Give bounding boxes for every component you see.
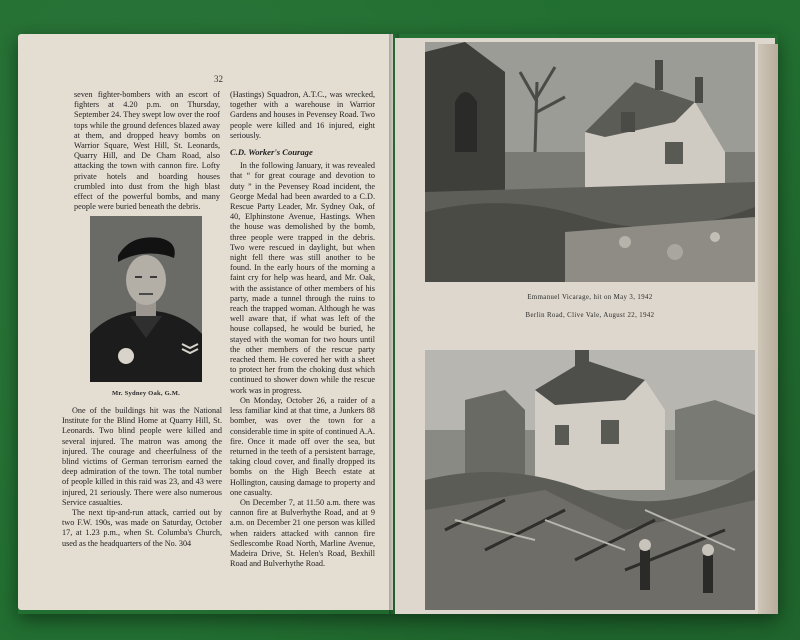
paragraph: On Monday, October 26, a raider of a less familiar kind at that time, a Junkers 88 bomber, was over the town for a considerable time in spite of continued A.A. fire. Once it made off over the sea, but returned in the teeth of a persistent barrage, taking cloud cover, and finally dropped its bombs on the High Beech estate at Hollington, causing damage to property and one casualty. xyxy=(230,395,375,497)
right-column-text xyxy=(230,90,375,569)
paragraph: (Hastings) Squadron, A.T.C., was wrecked, together with a warehouse in Warrior Gardens and houses in Pevensey Road. Two people were killed and 16 injured, eight seriously. xyxy=(230,90,375,140)
left-page xyxy=(18,34,393,610)
page-edges xyxy=(758,44,778,614)
open-booklet xyxy=(18,34,778,614)
section-heading: C.D. Worker's Courage xyxy=(230,147,313,158)
bomb-damage-photo-vicarage xyxy=(425,42,755,282)
photo-caption-berlin-road: Berlin Road, Clive Vale, August 22, 1942 xyxy=(525,312,655,319)
right-page xyxy=(395,38,775,614)
left-column-top-text xyxy=(74,90,220,212)
berlin-road-ruins-illustration xyxy=(425,350,755,610)
left-column-bottom-text xyxy=(62,406,222,549)
paragraph: The next tip-and-run attack, carried out by two F.W. 190s, was made on Saturday, October 17, at 1.23 p.m., when St. Columba's Church, used as the headquarters of the No. 304 xyxy=(62,508,222,548)
paragraph: One of the buildings hit was the National Institute for the Blind Home at Quarry Hill, St. Leonards. Two blind people were killed and several injured. The matron was among the injured. The courage and cheerfulness of the blind victims of German terrorism earned the deep admiration of the town. The total number of people killed in this raid was 23, and 43 were injured, 21 seriously. There were also numerous Service casualties. xyxy=(62,406,222,507)
portrait-photo xyxy=(90,216,202,382)
bomb-damage-photo-berlin-road xyxy=(425,350,755,610)
portrait-caption: Mr. Sydney Oak, G.M. xyxy=(111,390,181,397)
page-number: 32 xyxy=(214,74,223,84)
photo-caption-vicarage: Emmanuel Vicarage, hit on May 3, 1942 xyxy=(527,294,653,301)
paragraph: seven fighter-bombers with an escort of fighters at 4.20 p.m. on Thursday, September 24. They swept low over the roof tops while the ground defences blazed away at them, and dropped heavy bombs on Warrior Square, West Hill, St. Leonards, Quarry Hill, and De Cham Road, also attacking the town with cannon fire. Lofty private hotels and boarding houses crumbled into dust from the high blast effect of the powerful bombs, and many people were buried beneath the debris. xyxy=(74,90,220,212)
paragraph: On December 7, at 11.50 a.m. there was cannon fire at Bulverhythe Road, and at 9 a.m. on December 21 one person was killed when raiders attacked with cannon fire Sedlescombe Road North, Marline Avenue, Madeira Drive, St. Helen's Road, Bexhill Road and Bulverhythe Road. xyxy=(230,497,375,569)
portrait-figure xyxy=(90,216,202,382)
paragraph: In the following January, it was revealed that “ for great courage and devotion to duty ” in the Pevensey Road incident, the George Medal had been awarded to a C.D. Rescue Party Leader, Mr. Sydney Oak, of 40, Elphinstone Avenue, Hastings. When the house was demolished by the bomb, three people were trapped in the debris. Two were rescued in daylight, but when night fell there was still another to be found. In the early hours of the morning a faint cry for help was heard, and Mr. Oak, with the assistance of other members of his party, made a tunnel through the ruins to reach the trapped woman. Although he was well aware that, if what was left of the house collapsed, he would be buried, he stayed with the woman for two hours until the other members of the rescue party reached them. He covered her with a sheet to protect her from the choking dust which continued to shower down while the rescue work was in progress. xyxy=(230,161,375,395)
vicarage-ruins-illustration xyxy=(425,42,755,282)
